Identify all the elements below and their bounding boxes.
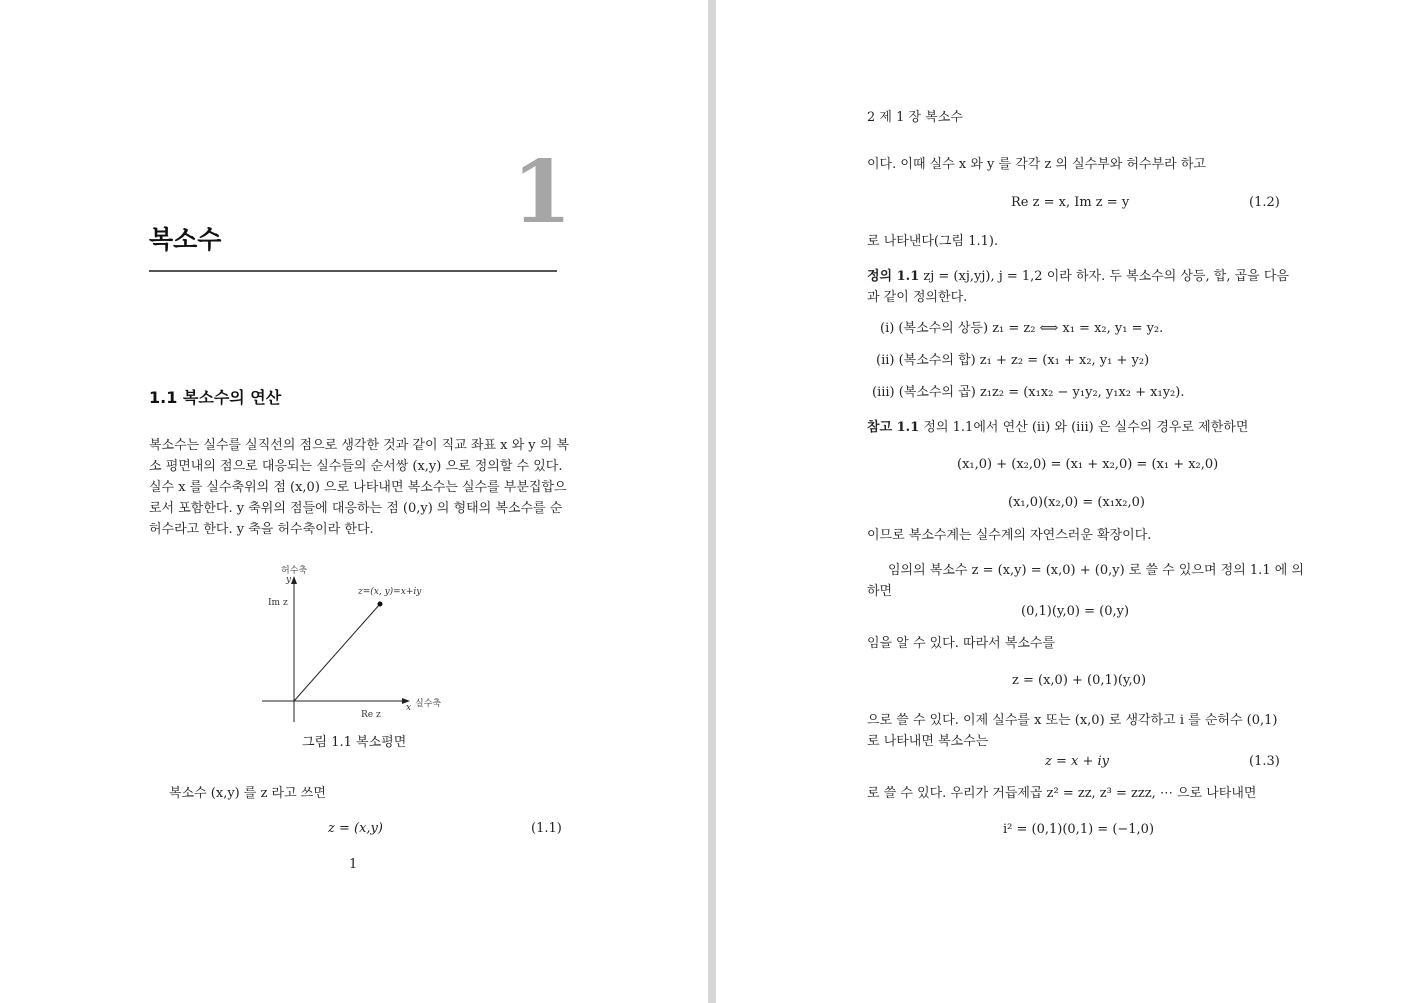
x-label: x: [406, 703, 412, 713]
text-line: 로 나타내면 복소수는: [867, 734, 989, 749]
figure-caption: 그림 1.1 복소평면: [302, 735, 407, 750]
text-line: 로 나타낸다(그림 1.1).: [867, 234, 999, 249]
imz-label: Im z: [268, 598, 288, 608]
intro-line: 로서 포함한다. y 축위의 점들에 대응하는 점 (0,y) 의 형태의 복소수를 순: [149, 501, 563, 516]
definition-item: (i) (복소수의 상등) z₁ = z₂ ⟺ x₁ = x₂, y₁ = y₂.: [880, 321, 1164, 336]
page-number: 1: [349, 857, 358, 872]
text-line: 이므로 복소수계는 실수계의 자연스러운 확장이다.: [867, 528, 1152, 543]
text-line: 복소수 (x,y) 를 z 라고 쓰면: [169, 786, 326, 801]
intro-line: 허수라고 한다. y 축을 허수축이라 한다.: [149, 522, 374, 537]
imag-axis-arrow: [291, 576, 297, 584]
equation: (0,1)(y,0) = (0,y): [1021, 604, 1130, 619]
definition-line: [867, 266, 1289, 287]
definition-item: (iii) (복소수의 곱) z₁z₂ = (x₁x₂ − y₁y₂, y₁x₂ + x₁y₂).: [872, 385, 1185, 400]
equation-number: (1.3): [1249, 754, 1280, 769]
real-axis-label: 실수축: [415, 699, 442, 709]
equation: (x₁,0) + (x₂,0) = (x₁ + x₂,0) = (x₁ + x₂,0): [957, 457, 1219, 472]
chapter-number: 1: [512, 142, 572, 243]
intro-line: 복소수는 실수를 실직선의 점으로 생각한 것과 같이 직교 좌표 x 와 y 의 복: [149, 438, 570, 453]
definition-item: (ii) (복소수의 합) z₁ + z₂ = (x₁ + x₂, y₁ + y₂): [876, 353, 1150, 368]
running-header: 2 제 1 장 복소수: [867, 110, 963, 125]
intro-line: 소 평면내의 점으로 대응되는 실수들의 순서쌍 (x,y) 으로 정의할 수 있다.: [149, 459, 563, 474]
equation-1-3: z = x + iy: [1045, 754, 1109, 769]
page-2: [716, 0, 1426, 1003]
note-text: 정의 1.1에서 연산 (ii) 와 (iii) 은 실수의 경우로 제한하면: [919, 420, 1249, 435]
imag-axis-label: 허수축: [281, 566, 308, 576]
text-line: 하면: [867, 584, 893, 599]
equation-1-2: Re z = x, Im z = y: [1011, 195, 1130, 210]
page-1: [0, 0, 708, 1003]
equation-number: (1.1): [531, 821, 562, 836]
vector-line: [294, 604, 380, 701]
text-line: 으로 쓸 수 있다. 이제 실수를 x 또는 (x,0) 로 생각하고 i 를 순허수 (0,1): [867, 713, 1278, 728]
text-line: 로 쓸 수 있다. 우리가 거듭제곱 z² = zz, z³ = zzz, ⋯ 으로 나타내면: [867, 786, 1257, 801]
text-line: 임의의 복소수 z = (x,y) = (x,0) + (0,y) 로 쓸 수 있으며 정의 1.1 에 의: [888, 563, 1304, 578]
intro-line: 실수 x 를 실수축위의 점 (x,0) 으로 나타내면 복소수는 실수를 부분집합으: [149, 480, 567, 495]
equation: z = (x,0) + (0,1)(y,0): [1012, 673, 1147, 688]
text-line: 이다. 이때 실수 x 와 y 를 각각 z 의 실수부와 허수부라 하고: [867, 157, 1206, 172]
point-label: z=(x, y)=x+iy: [358, 587, 422, 597]
chapter-title: 복소수: [149, 225, 222, 254]
text-line: 임을 알 수 있다. 따라서 복소수를: [867, 636, 1056, 651]
equation: i² = (0,1)(0,1) = (−1,0): [1003, 822, 1155, 837]
note-label: 참고 1.1: [867, 420, 920, 435]
section-title: 1.1 복소수의 연산: [149, 388, 282, 407]
chapter-rule: [149, 270, 557, 272]
text-line: 과 같이 정의한다.: [867, 290, 968, 305]
point-z: [378, 602, 383, 607]
note-line: [867, 417, 1248, 438]
definition-label: 정의 1.1: [867, 269, 920, 284]
equation-number: (1.2): [1249, 195, 1280, 210]
rez-label: Re z: [361, 710, 381, 720]
definition-text: zj = (xj,yj), j = 1,2 이라 하자. 두 복소수의 상등, 합, 곱을 다음: [919, 269, 1289, 284]
intro-paragraph: [149, 435, 570, 540]
y-label: y: [286, 575, 292, 585]
equation: (x₁,0)(x₂,0) = (x₁x₂,0): [1008, 495, 1145, 510]
equation-1-1: z = (x,y): [328, 821, 383, 836]
